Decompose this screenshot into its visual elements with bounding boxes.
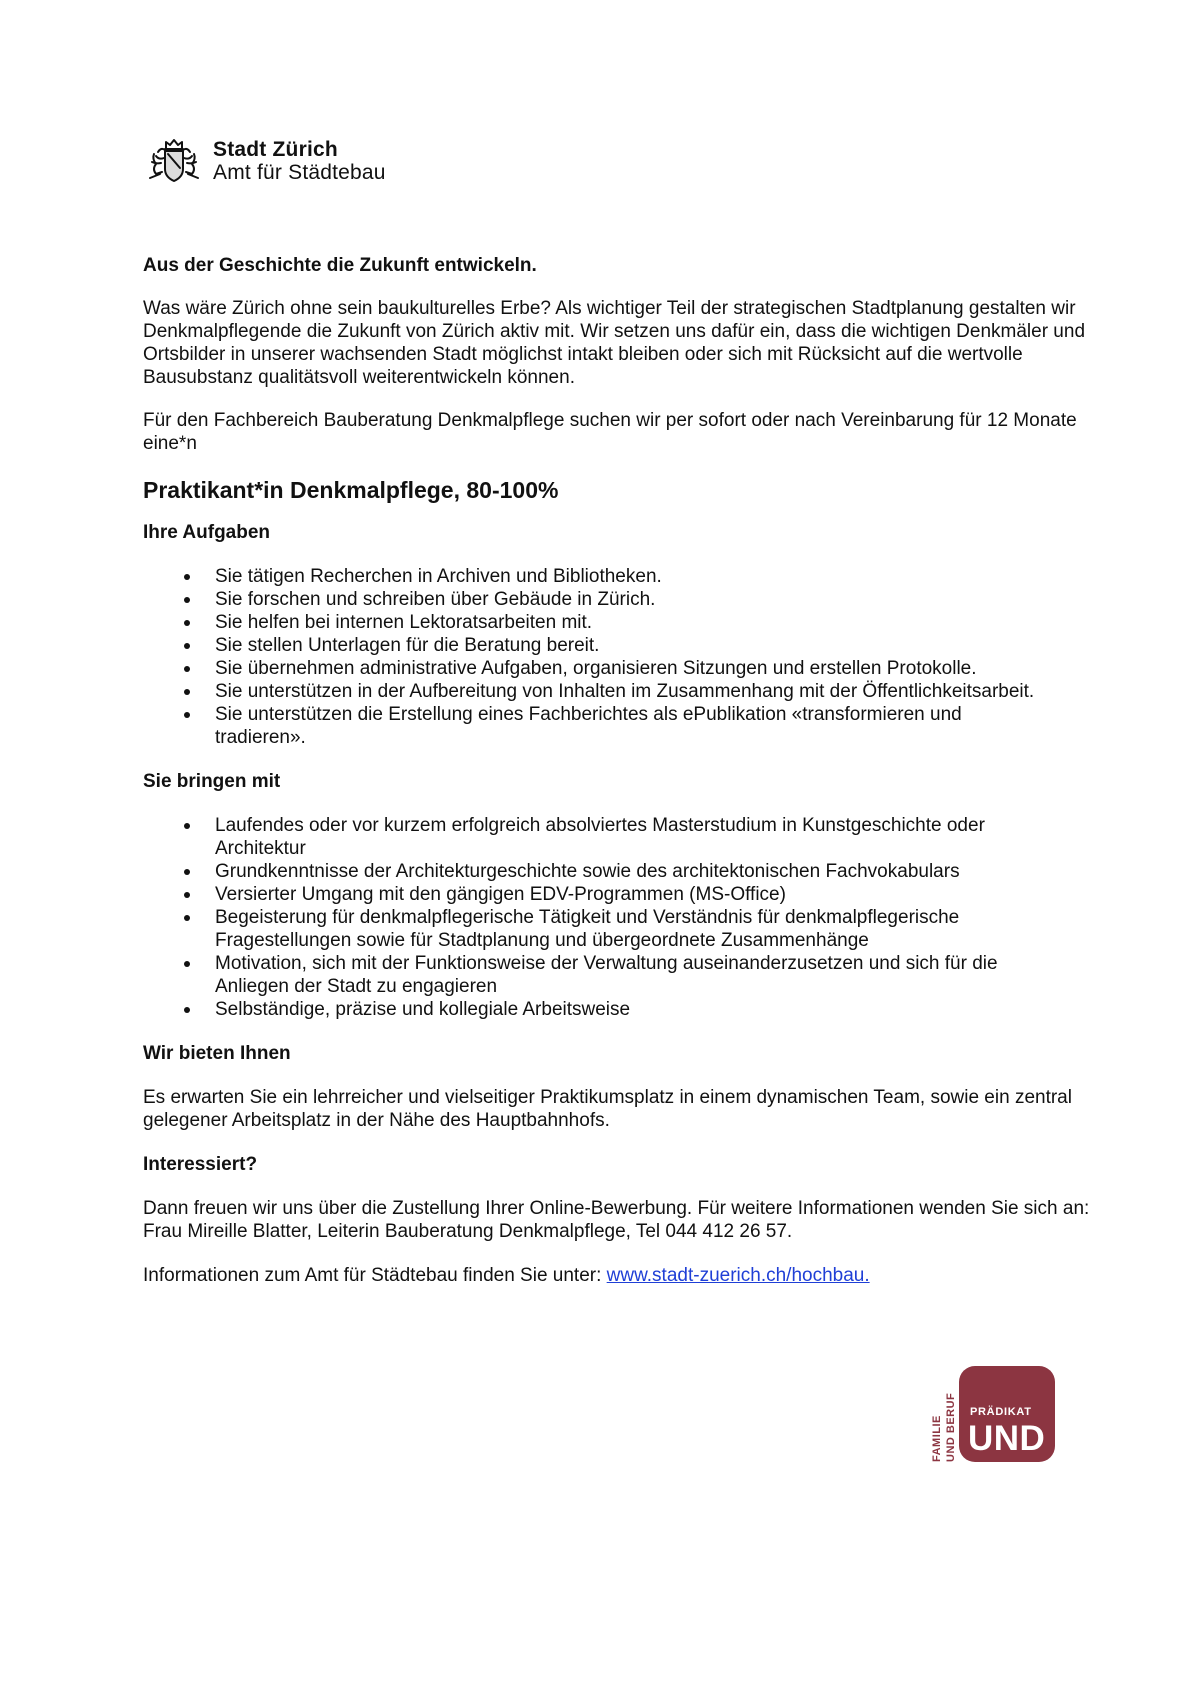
- tasks-list: [143, 565, 1103, 749]
- requirements-list: [143, 814, 1103, 1021]
- task-item: Sie tätigen Recherchen in Archiven und Bibliotheken.: [143, 565, 1103, 588]
- family-work-award-badge: [927, 1366, 1058, 1466]
- requirement-item: Motivation, sich mit der Funktionsweise der Verwaltung auseinanderzusetzen und sich für die Anliegen der Stadt zu engagieren: [143, 952, 1103, 998]
- task-item: Sie forschen und schreiben über Gebäude in Zürich.: [143, 588, 1103, 611]
- vertical-label-line-1: FAMILIE: [931, 1415, 943, 1462]
- requirements-heading: Sie bringen mit: [143, 771, 281, 792]
- intro-paragraph: Was wäre Zürich ohne sein baukulturelles Erbe? Als wichtiger Teil der strategischen Stadtplanung gestalten wir Denkmalpflegende die Zukunft von Zürich aktiv mit. Wir setzen uns dafür ein, dass die wichtigen Denkmäler und Ortsbilder in unserer wachsenden Stadt möglichst intakt bleiben oder sich mit Rücksicht auf die wertvolle Bausubstanz qualitätsvoll weiterentwickeln können.: [143, 298, 1086, 388]
- job-posting-content: [143, 254, 1103, 1287]
- contact-heading: Interessiert?: [143, 1154, 258, 1175]
- task-item: Sie helfen bei internen Lektoratsarbeiten mit.: [143, 611, 1103, 634]
- stadt-zurich-logo: [144, 138, 386, 184]
- department-search-paragraph: Für den Fachbereich Bauberatung Denkmalpflege suchen wir per sofort oder nach Vereinbarung für 12 Monate eine*n: [143, 410, 1077, 454]
- contact-paragraph: Dann freuen wir uns über die Zustellung Ihrer Online-Bewerbung. Für weitere Informationen wenden Sie sich an: Frau Mireille Blatter, Leiterin Bauberatung Denkmalpflege, Tel 044 412 26 57.: [143, 1198, 1090, 1242]
- organization-name: Stadt Zürich: [213, 138, 338, 161]
- logo-text: [213, 139, 386, 183]
- vertical-label-line-2: UND BERUF: [945, 1392, 957, 1462]
- badge-und-text: UND: [968, 1419, 1046, 1458]
- intro-heading: Aus der Geschichte die Zukunft entwickeln.: [143, 255, 537, 276]
- hochbau-website-link[interactable]: www.stadt-zuerich.ch/hochbau.: [606, 1265, 870, 1286]
- requirement-item: Selbständige, präzise und kollegiale Arbeitsweise: [143, 998, 1103, 1021]
- department-name: Amt für Städtebau: [213, 161, 386, 184]
- requirement-item: Versierter Umgang mit den gängigen EDV-Programmen (MS-Office): [143, 883, 1103, 906]
- task-item: Sie unterstützen die Erstellung eines Fachberichtes als ePublikation «transformieren und tradieren».: [143, 703, 1103, 749]
- requirement-item: Begeisterung für denkmalpflegerische Tätigkeit und Verständnis für denkmalpflegerische Fragestellungen sowie für Stadtplanung und übergeordnete Zusammenhänge: [143, 906, 1103, 952]
- praedikat-und-badge: [959, 1366, 1055, 1462]
- vertical-badge-label: [927, 1366, 963, 1462]
- tasks-heading: Ihre Aufgaben: [143, 522, 271, 543]
- job-title: Praktikant*in Denkmalpflege, 80-100%: [143, 477, 559, 503]
- requirement-item: Grundkenntnisse der Architekturgeschichte sowie des architektonischen Fachvokabulars: [143, 860, 1103, 883]
- offer-paragraph: Es erwarten Sie ein lehrreicher und vielseitiger Praktikumsplatz in einem dynamischen Team, sowie ein zentral gelegener Arbeitsplatz in der Nähe des Hauptbahnhofs.: [143, 1087, 1072, 1131]
- task-item: Sie unterstützen in der Aufbereitung von Inhalten im Zusammenhang mit der Öffentlichkeitsarbeit.: [143, 680, 1103, 703]
- info-prefix: Informationen zum Amt für Städtebau finden Sie unter:: [143, 1265, 607, 1286]
- badge-praedikat-text: PRÄDIKAT: [970, 1406, 1032, 1418]
- task-item: Sie übernehmen administrative Aufgaben, organisieren Sitzungen und erstellen Protokolle.: [143, 657, 1103, 680]
- info-paragraph: [143, 1264, 1103, 1287]
- zurich-coat-of-arms-icon: [144, 138, 204, 184]
- task-item: Sie stellen Unterlagen für die Beratung bereit.: [143, 634, 1103, 657]
- requirement-item: Laufendes oder vor kurzem erfolgreich absolviertes Masterstudium in Kunstgeschichte oder Architektur: [143, 814, 1103, 860]
- offer-heading: Wir bieten Ihnen: [143, 1043, 291, 1064]
